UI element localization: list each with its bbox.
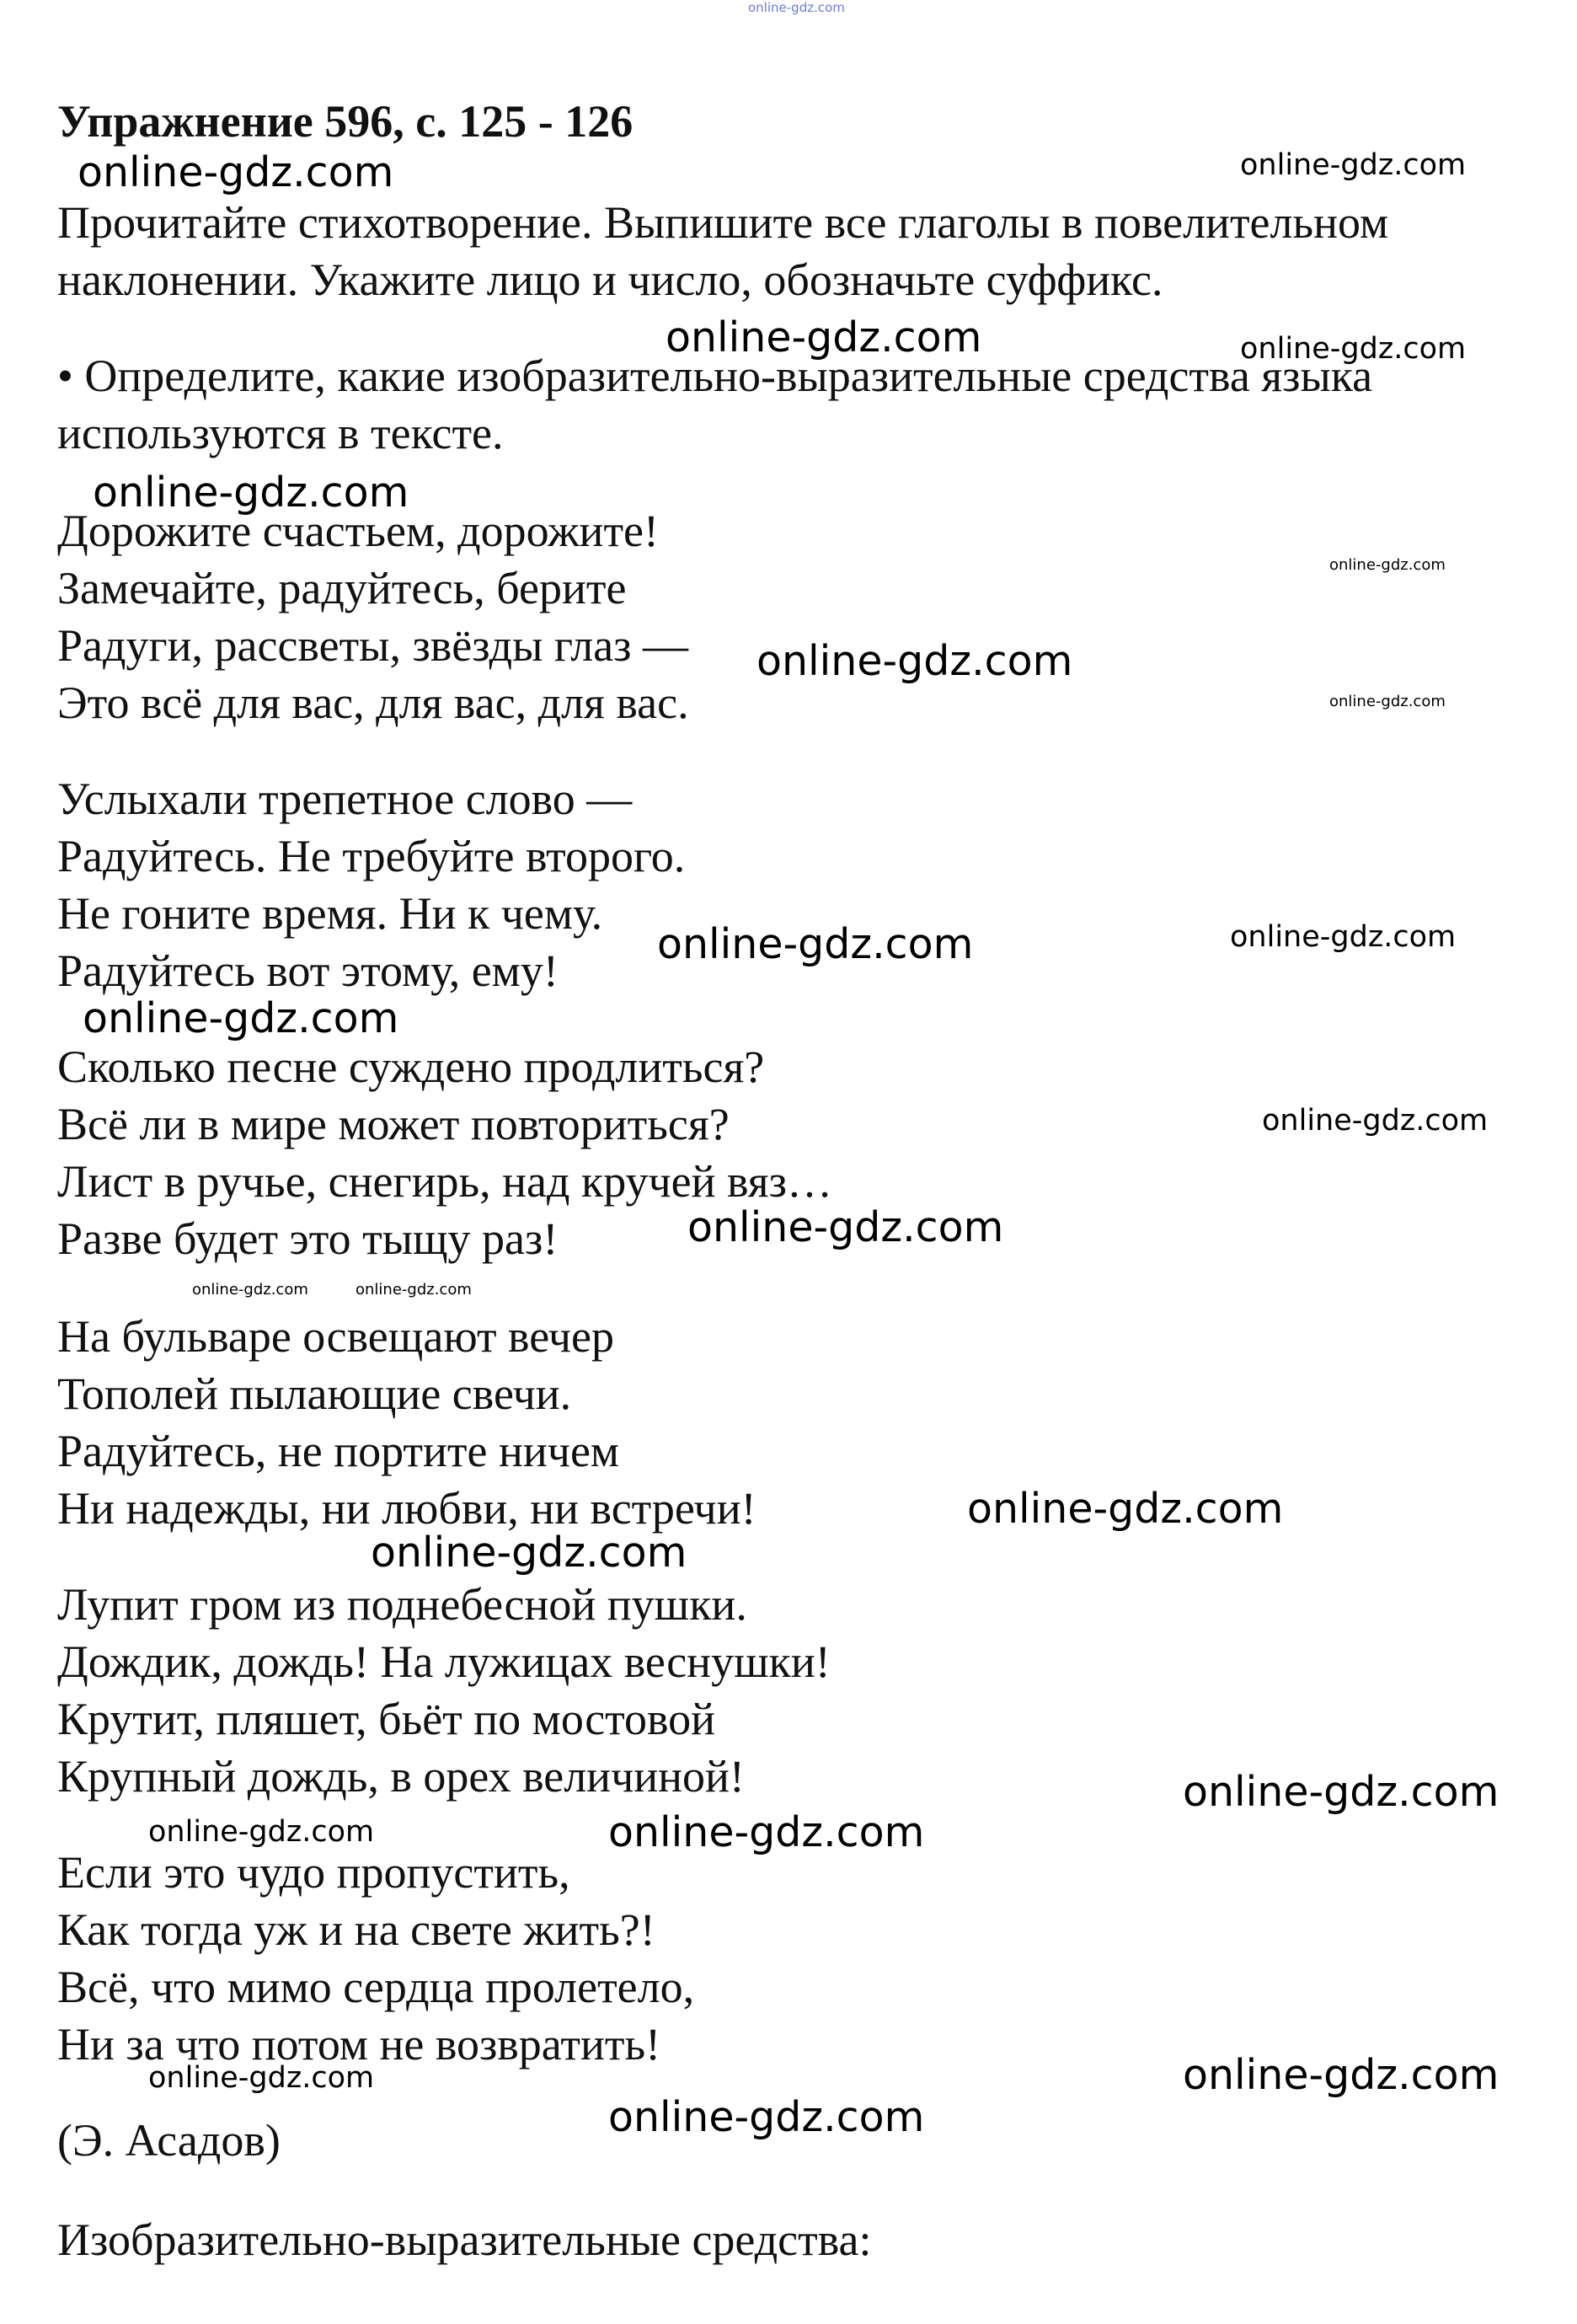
poem-line: Услыхали трепетное слово —	[57, 774, 633, 824]
poem-line: Крутит, пляшет, бьёт по мостовой	[57, 1694, 716, 1744]
poem-line: Радуйтесь, не портите ничем	[57, 1426, 620, 1476]
watermark: online-gdz.com	[1183, 1768, 1499, 1816]
poem-line: Это всё для вас, для вас, для вас.	[57, 677, 689, 728]
watermark: online-gdz.com	[1183, 2051, 1499, 2099]
watermark: online-gdz.com	[608, 2093, 925, 2141]
poem-line: Как тогда уж и на свете жить?!	[57, 1904, 655, 1955]
poem-line: Радуйтесь вот этому, ему!	[57, 945, 559, 996]
watermark: online-gdz.com	[1329, 693, 1446, 710]
watermark: online-gdz.com	[78, 148, 394, 196]
poem-line: Лупит гром из поднебесной пушки.	[57, 1579, 747, 1630]
poem-line: Сколько песне суждено продлиться?	[57, 1042, 765, 1092]
watermark: online-gdz.com	[608, 1808, 925, 1856]
task-line-1: Прочитайте стихотворение. Выпишите все глаголы в повелительном	[57, 197, 1389, 248]
watermark: online-gdz.com	[1240, 148, 1467, 182]
poem-line: Не гоните время. Ни к чему.	[57, 888, 603, 939]
poem-line: Радуги, рассветы, звёзды глаз —	[57, 620, 689, 671]
watermark: online-gdz.com	[1262, 1104, 1489, 1138]
watermark: online-gdz.com	[93, 469, 409, 517]
task-line-2: наклонении. Укажите лицо и число, обозначьте суффикс.	[57, 254, 1163, 305]
poem-line: На бульваре освещают вечер	[57, 1311, 614, 1362]
watermark: online-gdz.com	[148, 2061, 375, 2095]
poem-author: (Э. Асадов)	[57, 2115, 281, 2166]
watermark: online-gdz.com	[355, 1281, 472, 1299]
watermark: online-gdz.com	[657, 920, 974, 968]
watermark: online-gdz.com	[1230, 920, 1457, 954]
exercise-title: Упражнение 596, с. 125 - 126	[57, 96, 633, 147]
watermark: online-gdz.com	[371, 1529, 687, 1577]
footer-heading: Изобразительно-выразительные средства:	[57, 2214, 872, 2265]
poem-line: Если это чудо пропустить,	[57, 1847, 570, 1898]
watermark: online-gdz.com	[756, 637, 1073, 685]
task-line-3: • Определите, какие изобразительно-выразительные средства языка	[57, 351, 1373, 401]
watermark: online-gdz.com	[192, 1281, 308, 1299]
watermark: online-gdz.com	[687, 1203, 1004, 1251]
poem-line: Замечайте, радуйтесь, берите	[57, 563, 627, 613]
poem-line: Тополей пылающие свечи.	[57, 1368, 572, 1419]
poem-line: Всё, что мимо сердца пролетело,	[57, 1962, 695, 2012]
poem-line: Крупный дождь, в орех величиной!	[57, 1751, 745, 1802]
watermark: online-gdz.com	[1240, 332, 1467, 366]
poem-line: Радуйтесь. Не требуйте второго.	[57, 831, 686, 881]
poem-line: Дождик, дождь! На лужицах веснушки!	[57, 1636, 831, 1687]
poem-line: Разве будет это тыщу раз!	[57, 1213, 559, 1264]
poem-line: Ни за что потом не возвратить!	[57, 2019, 661, 2070]
poem-line: Дорожите счастьем, дорожите!	[57, 506, 659, 556]
watermark-top: online-gdz.com	[748, 0, 845, 15]
poem-line: Всё ли в мире может повториться?	[57, 1099, 730, 1149]
poem-line: Ни надежды, ни любви, ни встречи!	[57, 1483, 756, 1534]
watermark: online-gdz.com	[1329, 556, 1446, 574]
watermark: online-gdz.com	[967, 1485, 1284, 1533]
poem-line: Лист в ручье, снегирь, над кручей вяз…	[57, 1156, 832, 1207]
watermark: online-gdz.com	[148, 1815, 375, 1849]
watermark: online-gdz.com	[666, 313, 982, 361]
watermark: online-gdz.com	[83, 994, 399, 1042]
task-line-4: используются в тексте.	[57, 408, 504, 458]
